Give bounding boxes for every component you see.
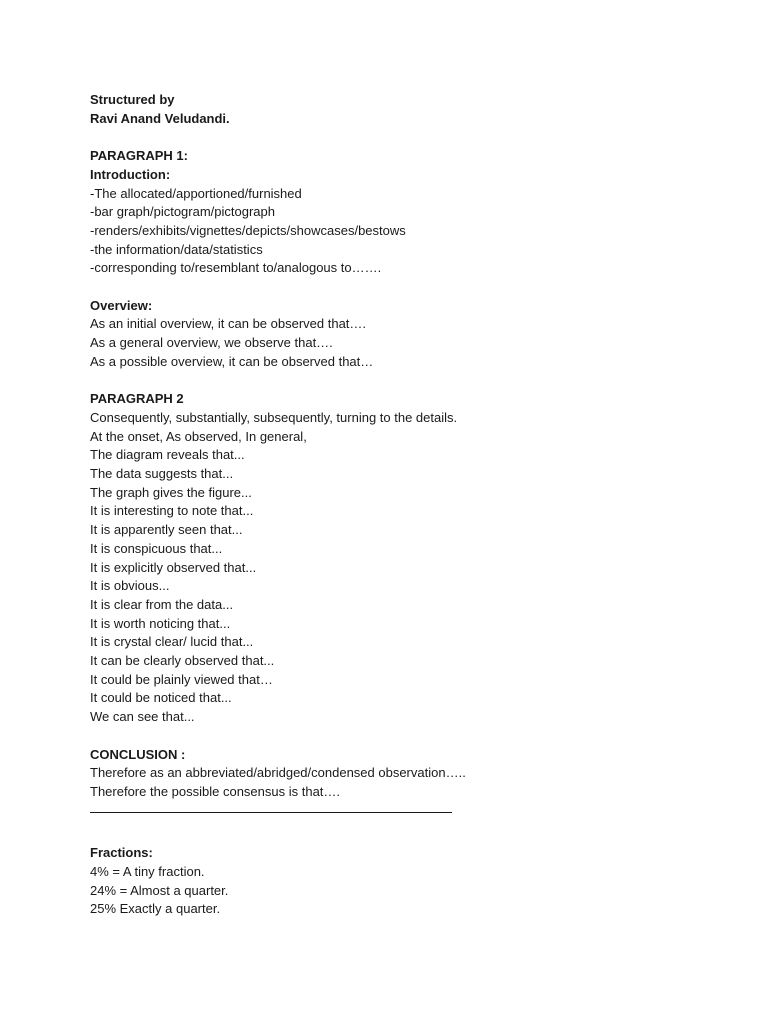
paragraph2-item: It is worth noticing that... bbox=[90, 615, 231, 631]
introduction-item: -The allocated/apportioned/furnished bbox=[90, 185, 302, 201]
document-body bbox=[90, 91, 690, 919]
overview-item: As a general overview, we observe that…. bbox=[90, 335, 333, 351]
paragraph2-item: It is conspicuous that... bbox=[90, 540, 223, 556]
paragraph2-item: It is explicitly observed that... bbox=[90, 559, 257, 575]
paragraph2-item: At the onset, As observed, In general, bbox=[90, 428, 307, 444]
paragraph2-item: It can be clearly observed that... bbox=[90, 653, 275, 669]
paragraph2-item: It is apparently seen that... bbox=[90, 522, 243, 538]
horizontal-rule bbox=[90, 802, 452, 813]
introduction-heading: Introduction: bbox=[90, 166, 171, 182]
spacer bbox=[90, 727, 690, 746]
fraction-item: 24% = Almost a quarter. bbox=[90, 882, 229, 898]
paragraph2-item: The data suggests that... bbox=[90, 466, 234, 482]
paragraph2-item: It is obvious... bbox=[90, 578, 170, 594]
paragraph2-item: The diagram reveals that... bbox=[90, 447, 245, 463]
paragraph2-item: It could be plainly viewed that… bbox=[90, 671, 273, 687]
structured-by-label: Structured by bbox=[90, 92, 175, 107]
fractions-heading: Fractions: bbox=[90, 845, 153, 861]
paragraph2-item: It is crystal clear/ lucid that... bbox=[90, 634, 254, 650]
overview-item: As a possible overview, it can be observed that… bbox=[90, 353, 374, 369]
fraction-item: 25% Exactly a quarter. bbox=[90, 901, 221, 917]
paragraph2-heading: PARAGRAPH 2 bbox=[90, 391, 184, 407]
conclusion-item: Therefore as an abbreviated/abridged/condensed observation….. bbox=[90, 765, 466, 781]
paragraph2-item: It could be noticed that... bbox=[90, 690, 232, 706]
fraction-item: 4% = A tiny fraction. bbox=[90, 864, 205, 880]
spacer bbox=[90, 128, 690, 147]
introduction-item: -bar graph/pictogram/pictograph bbox=[90, 204, 275, 220]
paragraph2-item: We can see that... bbox=[90, 709, 195, 725]
paragraph2-item: The graph gives the figure... bbox=[90, 484, 252, 500]
paragraph2-item: It is clear from the data... bbox=[90, 596, 234, 612]
conclusion-heading: CONCLUSION : bbox=[90, 746, 186, 762]
overview-heading: Overview: bbox=[90, 297, 153, 313]
introduction-item: -corresponding to/resemblant to/analogous to……. bbox=[90, 260, 382, 276]
paragraph2-item: Consequently, substantially, subsequently, turning to the details. bbox=[90, 409, 458, 425]
spacer bbox=[90, 826, 690, 845]
spacer bbox=[90, 372, 690, 391]
introduction-item: -renders/exhibits/vignettes/depicts/showcases/bestows bbox=[90, 222, 406, 238]
introduction-item: -the information/data/statistics bbox=[90, 241, 263, 257]
overview-item: As an initial overview, it can be observed that…. bbox=[90, 316, 367, 332]
conclusion-item: Therefore the possible consensus is that…. bbox=[90, 783, 341, 799]
paragraph2-item: It is interesting to note that... bbox=[90, 503, 254, 519]
spacer bbox=[90, 278, 690, 297]
paragraph1-heading: PARAGRAPH 1: bbox=[90, 148, 188, 164]
author-name: Ravi Anand Veludandi. bbox=[90, 110, 230, 126]
